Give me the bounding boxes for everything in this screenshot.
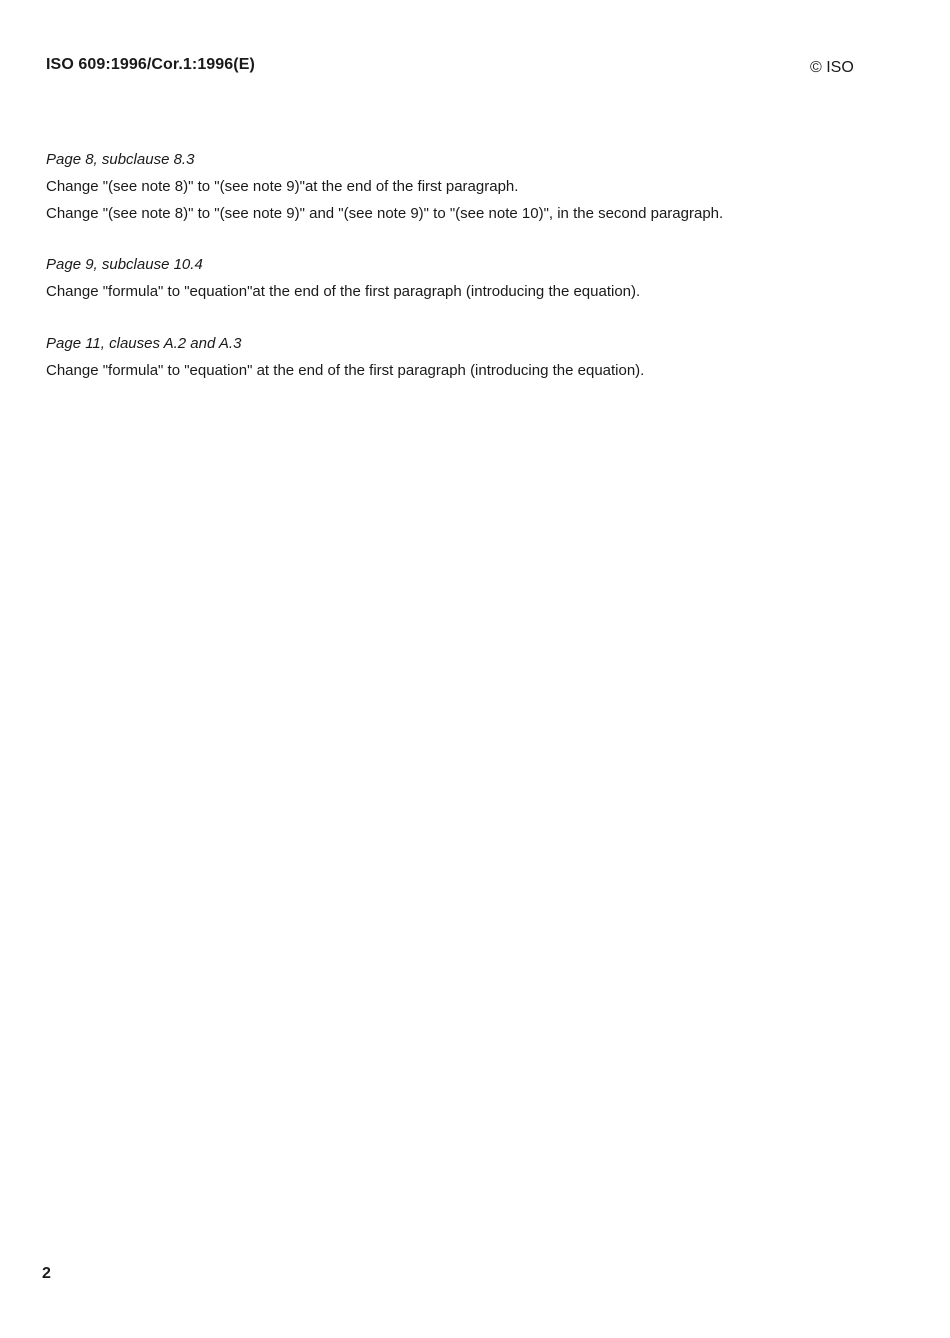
document-id: ISO 609:1996/Cor.1:1996(E) [46, 56, 255, 73]
correction-line: Change "(see note 8)" to "(see note 9)" and "(see note 9)" to "(see note 10)", in the second paragraph. [46, 205, 724, 222]
section-heading: Page 8, subclause 8.3 [46, 151, 195, 168]
correction-section-page-11 [46, 331, 906, 384]
section-heading: Page 11, clauses A.2 and A.3 [46, 335, 242, 352]
copyright-notice: © ISO [810, 59, 854, 76]
section-heading: Page 9, subclause 10.4 [46, 256, 203, 273]
correction-line: Change "formula" to "equation" at the end of the first paragraph (introducing the equation). [46, 362, 645, 379]
page-number: 2 [42, 1265, 51, 1282]
correction-line: Change "formula" to "equation"at the end of the first paragraph (introducing the equation). [46, 283, 641, 300]
correction-section-page-9 [46, 252, 906, 305]
correction-line: Change "(see note 8)" to "(see note 9)"at the end of the first paragraph. [46, 178, 519, 195]
correction-section-page-8 [46, 147, 906, 227]
